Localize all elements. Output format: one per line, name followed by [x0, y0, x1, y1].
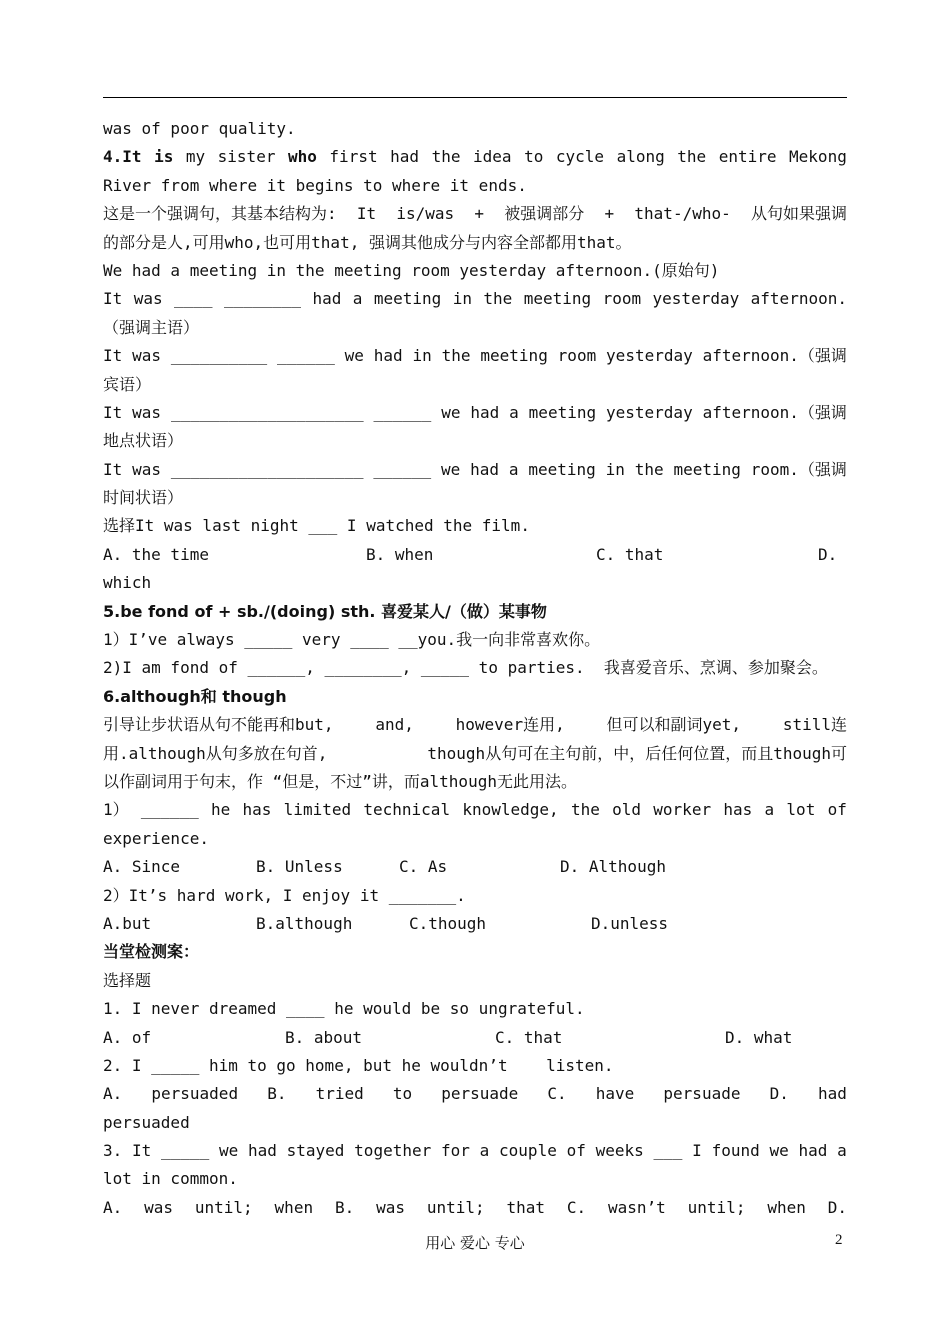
word: room	[602, 289, 642, 309]
option: B.although	[256, 913, 353, 933]
word: old	[612, 800, 642, 820]
answer-options	[103, 910, 847, 938]
word: is/was	[396, 204, 455, 224]
word: was	[132, 346, 162, 366]
text-line	[103, 143, 847, 171]
word: along	[616, 147, 665, 167]
text-line	[103, 285, 847, 313]
word: though从句可在主句前，中，后任何位置，而且though可	[427, 743, 847, 763]
word: had	[817, 1084, 847, 1104]
word: had	[470, 459, 500, 479]
word: he	[210, 800, 231, 820]
word: 引导让步状语从句不能再和but,	[103, 715, 334, 735]
word: C.	[547, 1084, 567, 1104]
word: persuaded	[151, 1084, 239, 1104]
word: for	[440, 1141, 470, 1161]
answer-options	[103, 1024, 847, 1052]
word: 1）	[103, 800, 129, 820]
word: D.	[827, 1197, 847, 1217]
word: of	[827, 800, 847, 820]
word: was	[144, 1197, 174, 1217]
word: 被强调部分	[504, 204, 585, 224]
word: 用.although从句多放在句首,	[103, 743, 328, 763]
word: stayed	[286, 1141, 345, 1161]
word: ______	[140, 800, 199, 820]
text-line: persuaded	[103, 1112, 190, 1132]
text-line: 1. I never dreamed ____ he would be so ungrateful.	[103, 999, 585, 1019]
text-line: which	[103, 573, 152, 593]
word: ________	[223, 289, 302, 309]
word: wasn’t	[608, 1197, 666, 1217]
word: persuade	[663, 1084, 741, 1104]
text-line: 选择题	[103, 970, 152, 990]
section-heading: 当堂检测案：	[103, 942, 200, 962]
text-line	[103, 200, 847, 228]
word: have	[595, 1084, 635, 1104]
word: yesterday	[652, 289, 740, 309]
word: that-/who-	[634, 204, 731, 224]
text-line: 时间状语）	[103, 488, 184, 508]
option: A. Since	[103, 857, 181, 877]
word: B.	[334, 1197, 355, 1217]
word: a	[764, 800, 775, 820]
word: meeting	[673, 459, 741, 479]
word: in	[452, 289, 472, 309]
word: 从句如果强调	[750, 204, 847, 224]
word: we	[344, 346, 364, 366]
text-line: was of poor quality.	[103, 119, 296, 138]
word: 3.	[103, 1141, 123, 1161]
word: the	[570, 800, 600, 820]
word: was	[133, 289, 163, 309]
word: knowledge,	[462, 800, 559, 820]
word: of	[566, 1141, 586, 1161]
word: is	[154, 147, 174, 167]
text-line: 2）It’s hard work, I enjoy it _______.	[103, 885, 466, 905]
word: ___	[653, 1141, 683, 1161]
word: A.	[103, 1084, 123, 1104]
word: Mekong	[789, 147, 847, 167]
word: lot	[786, 800, 816, 820]
option: C. that	[495, 1027, 563, 1047]
word: had	[390, 147, 420, 167]
footer-motto: 用心 爱心 专心	[425, 1234, 525, 1252]
word: worker	[653, 800, 712, 820]
word: idea	[473, 147, 512, 167]
word: tried	[315, 1084, 364, 1104]
word: we	[441, 402, 461, 422]
word: weeks	[595, 1141, 644, 1161]
answer-options	[103, 853, 847, 881]
word: found	[711, 1141, 760, 1161]
option: A.but	[103, 913, 152, 933]
text-line	[103, 342, 847, 370]
text-line: River from where it begins to where it ends.	[103, 175, 527, 195]
word: room.（强调	[750, 459, 847, 479]
word: It	[103, 289, 123, 309]
word: was	[132, 402, 162, 422]
text-line: experience.	[103, 828, 209, 848]
word: together	[354, 1141, 432, 1161]
word: had	[373, 346, 403, 366]
word: yesterday	[606, 346, 693, 366]
word: was	[132, 459, 162, 479]
option: A. of	[103, 1027, 152, 1047]
header-rule	[103, 97, 847, 98]
text-line: 地点状语）	[103, 431, 184, 451]
word: _____	[161, 1141, 210, 1161]
word: afternoon.（强调	[702, 402, 847, 422]
option: C.though	[409, 913, 487, 933]
word: 4.It	[103, 147, 142, 167]
word: C.	[566, 1197, 587, 1217]
document-body	[103, 115, 847, 1222]
text-line	[103, 399, 847, 427]
text-line: 2)I am fond of ______, ________, _____ to parties. 我喜爱音乐、烹调、参加聚会。	[103, 658, 828, 678]
option: B. Unless	[256, 857, 343, 877]
word: D.	[769, 1084, 789, 1104]
word: had	[247, 1141, 277, 1161]
word: in	[605, 459, 625, 479]
option: B. about	[285, 1027, 363, 1047]
word: __________	[170, 346, 268, 366]
word: first	[329, 147, 378, 167]
option: D.	[818, 544, 838, 564]
word: ______	[373, 402, 432, 422]
word: in	[412, 346, 432, 366]
word: however连用,	[455, 715, 565, 735]
word: It	[356, 204, 377, 224]
option: B. when	[366, 544, 434, 564]
word: until;	[687, 1197, 746, 1217]
text-line: lot in common.	[103, 1169, 238, 1189]
word: ______	[373, 459, 432, 479]
text-line	[103, 796, 847, 824]
word: B.	[267, 1084, 287, 1104]
word: cycle	[555, 147, 605, 167]
word: to	[392, 1084, 413, 1104]
word: the	[431, 147, 461, 167]
word: It	[132, 1141, 152, 1161]
word: meeting	[528, 402, 597, 422]
option: D. Although	[560, 857, 666, 877]
word: meeting	[480, 346, 548, 366]
word: couple	[499, 1141, 557, 1161]
word: ____________________	[170, 402, 364, 422]
word: the	[483, 289, 513, 309]
word: has	[723, 800, 753, 820]
word: limited	[283, 800, 352, 820]
section-heading: 5.be fond of + sb./(doing) sth. 喜爱某人/（做）某事物	[103, 601, 547, 621]
word: when	[767, 1197, 806, 1217]
word: we	[769, 1141, 789, 1161]
text-line	[103, 1137, 847, 1165]
word: It	[103, 402, 123, 422]
word: we	[441, 459, 461, 479]
word: It	[103, 346, 123, 366]
word: A.	[103, 1197, 123, 1217]
text-line	[103, 456, 847, 484]
text-line: （强调主语）	[103, 317, 200, 337]
word: ____________________	[170, 459, 364, 479]
word: yesterday	[606, 402, 693, 422]
word: persuade	[441, 1084, 519, 1104]
word: to	[524, 147, 544, 167]
word: we	[218, 1141, 239, 1161]
option: D.unless	[591, 913, 669, 933]
word: when	[274, 1197, 314, 1217]
text-line: 选择It was last night ___ I watched the film.	[103, 516, 530, 536]
word: a	[837, 1141, 847, 1161]
option: C. that	[596, 544, 664, 564]
section-heading: 6.although和 though	[103, 686, 287, 706]
text-line	[103, 711, 847, 739]
text-line: 的部分是人,可用who,也可用that, 强调其他成分与内容全部都用that。	[103, 232, 632, 252]
word: afternoon.	[750, 289, 847, 309]
word: my	[185, 147, 206, 167]
word: ______	[277, 346, 335, 366]
word: 但可以和副词yet,	[606, 715, 742, 735]
text-line: 2. I _____ him to go home, but he wouldn’t listen.	[103, 1055, 614, 1075]
word: the	[634, 459, 664, 479]
word: technical	[363, 800, 451, 820]
word: had	[312, 289, 342, 309]
word: the	[441, 346, 471, 366]
text-line	[103, 1194, 847, 1222]
word: +	[474, 204, 485, 224]
text-line: 以作副词用于句末，作 “但是，不过”讲，而although无此用法。	[103, 771, 577, 791]
word: +	[604, 204, 615, 224]
text-line	[103, 1080, 847, 1108]
word: a	[352, 289, 363, 309]
text-line	[103, 740, 847, 768]
page-number: 2	[835, 1232, 843, 1248]
word: entire	[718, 147, 777, 167]
word: until;	[194, 1197, 253, 1217]
word: a	[509, 402, 519, 422]
word: has	[242, 800, 272, 820]
word: room	[557, 346, 597, 366]
word: had	[470, 402, 500, 422]
word: was	[376, 1197, 405, 1217]
word: a	[508, 459, 519, 479]
word: until;	[426, 1197, 485, 1217]
word: a	[479, 1141, 490, 1161]
word: I	[692, 1141, 702, 1161]
word: afternoon.（强调	[702, 346, 847, 366]
option: A. the time	[103, 544, 209, 564]
option: C. As	[399, 857, 448, 877]
answer-options	[103, 541, 847, 569]
word: meeting	[373, 289, 442, 309]
option: D. what	[725, 1027, 793, 1047]
text-line: 宾语）	[103, 374, 152, 394]
word: still连	[782, 715, 847, 735]
word: meeting	[528, 459, 596, 479]
word: that	[506, 1197, 546, 1217]
text-line: We had a meeting in the meeting room yesterday afternoon.(原始句)	[103, 260, 720, 280]
word: and,	[375, 715, 414, 735]
word: 这是一个强调句，其基本结构为:	[103, 204, 337, 224]
word: meeting	[523, 289, 592, 309]
word: had	[798, 1141, 828, 1161]
text-line: 1）I’ve always _____ very ____ __you.我一向非常喜欢你。	[103, 630, 601, 650]
word: It	[103, 459, 123, 479]
word: sister	[217, 147, 276, 167]
word: the	[677, 147, 707, 167]
word: who	[287, 147, 317, 167]
word: ____	[174, 289, 213, 309]
